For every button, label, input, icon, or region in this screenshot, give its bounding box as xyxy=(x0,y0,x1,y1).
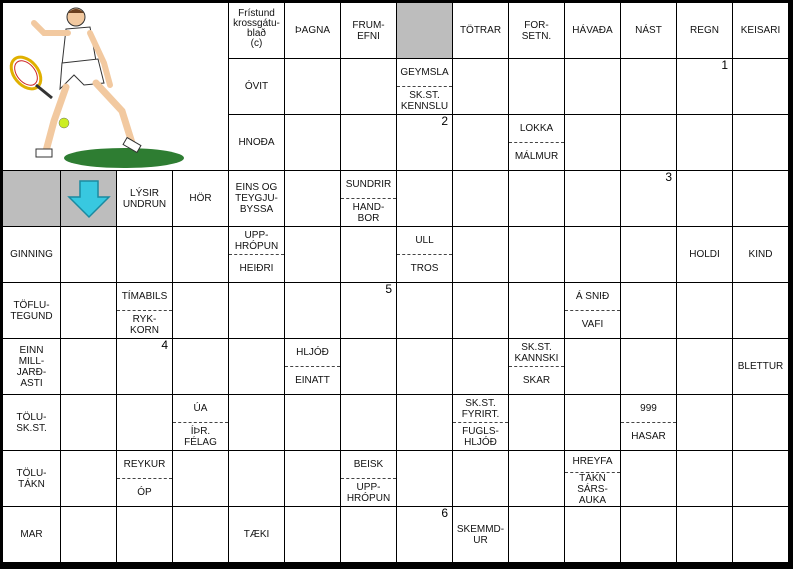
answer-cell[interactable] xyxy=(173,227,228,282)
clue-hnoda: HNOÐA xyxy=(229,115,284,170)
answer-cell[interactable] xyxy=(565,507,620,562)
answer-cell[interactable] xyxy=(677,59,732,114)
blank-block xyxy=(3,171,60,226)
answer-cell[interactable] xyxy=(397,339,452,394)
answer-cell[interactable] xyxy=(341,115,396,170)
clue-skemmdur: SKEMMD- UR xyxy=(453,507,508,562)
clue-heidri: HEIÐRI xyxy=(239,263,274,274)
answer-cell[interactable] xyxy=(397,115,452,170)
clue-vafi: VAFI xyxy=(581,319,604,330)
cell-number: 5 xyxy=(385,283,392,296)
answer-cell[interactable] xyxy=(565,339,620,394)
answer-cell[interactable] xyxy=(117,339,172,394)
answer-cell[interactable] xyxy=(117,395,172,450)
puzzle-title: Frístund krossgátu- blað (c) xyxy=(229,3,284,58)
answer-cell[interactable] xyxy=(733,171,788,226)
answer-cell[interactable] xyxy=(229,451,284,506)
answer-cell[interactable] xyxy=(285,507,340,562)
answer-cell[interactable] xyxy=(621,115,676,170)
answer-cell[interactable] xyxy=(173,451,228,506)
clue-blettur: BLETTUR xyxy=(733,339,788,394)
answer-cell[interactable] xyxy=(453,227,508,282)
answer-cell[interactable] xyxy=(61,451,116,506)
clue-reykur: REYKUR xyxy=(117,451,172,479)
clue-regn: REGN xyxy=(677,3,732,58)
clue-ovit: ÓVIT xyxy=(229,59,284,114)
clue-rykkorn: RYK- KORN xyxy=(130,313,159,336)
answer-cell[interactable] xyxy=(453,283,508,338)
clue-hreyfa: HREYFA xyxy=(565,451,620,473)
clue-geymsla: GEYMSLA xyxy=(397,59,452,87)
clue-fyrirt-fuglshljod xyxy=(453,395,508,450)
answer-cell[interactable] xyxy=(453,59,508,114)
clue-tros: TROS xyxy=(410,263,439,274)
clue-frumefni: FRUM- EFNI xyxy=(341,3,396,58)
clue-hljod-einatt xyxy=(285,339,340,394)
crossword-grid xyxy=(3,3,788,562)
clue-keisari: KEISARI xyxy=(733,3,788,58)
clue-mar: MAR xyxy=(3,507,60,562)
answer-cell[interactable] xyxy=(229,339,284,394)
answer-cell[interactable] xyxy=(61,339,116,394)
clue-ua: ÚA xyxy=(173,395,228,423)
answer-cell[interactable] xyxy=(341,507,396,562)
answer-cell[interactable] xyxy=(621,227,676,282)
clue-takn-sarsauka: TÁKN SÁRS- AUKA xyxy=(577,473,608,506)
clue-totrar: TÖTRAR xyxy=(453,3,508,58)
answer-cell[interactable] xyxy=(285,395,340,450)
answer-cell[interactable] xyxy=(173,283,228,338)
answer-cell[interactable] xyxy=(621,59,676,114)
tennis-player-icon xyxy=(4,3,227,170)
answer-cell[interactable] xyxy=(733,59,788,114)
answer-cell[interactable] xyxy=(621,451,676,506)
clue-lokka: LOKKA xyxy=(509,115,564,143)
cell-number: 3 xyxy=(665,171,672,184)
answer-cell[interactable] xyxy=(565,171,620,226)
answer-cell[interactable] xyxy=(117,227,172,282)
answer-cell[interactable] xyxy=(341,339,396,394)
answer-cell[interactable] xyxy=(61,283,116,338)
clue-tolu-skst: TÖLU- SK.ST. xyxy=(3,395,60,450)
answer-cell[interactable] xyxy=(565,395,620,450)
answer-cell[interactable] xyxy=(677,115,732,170)
answer-cell[interactable] xyxy=(229,395,284,450)
clue-sundrir: SUNDRIR xyxy=(341,171,396,199)
answer-cell[interactable] xyxy=(341,227,396,282)
clue-op: ÓP xyxy=(137,487,152,498)
answer-cell[interactable] xyxy=(285,171,340,226)
cell-number: 1 xyxy=(721,59,728,72)
blank-block xyxy=(397,3,452,58)
clue-handbor: HAND- BOR xyxy=(352,201,385,224)
clue-ginning: GINNING xyxy=(3,227,60,282)
clue-malmur: MÁLMUR xyxy=(514,151,559,162)
cell-number: 2 xyxy=(441,115,448,128)
cell-number: 4 xyxy=(161,339,168,352)
answer-cell[interactable] xyxy=(173,339,228,394)
clue-fuglshljod: FUGLS- HLJÓÐ xyxy=(462,425,499,448)
clue-skst-fyrirt: SK.ST. FYRIRT. xyxy=(453,395,508,423)
clue-einatt: EINATT xyxy=(295,375,330,386)
answer-cell[interactable] xyxy=(621,339,676,394)
answer-cell[interactable] xyxy=(509,283,564,338)
answer-cell[interactable] xyxy=(453,171,508,226)
clue-sundrir-handbor xyxy=(341,171,396,226)
answer-cell[interactable] xyxy=(61,395,116,450)
clue-einn-milljardasti: EINN MILL- JARÐ- ASTI xyxy=(3,339,60,394)
answer-cell[interactable] xyxy=(565,115,620,170)
answer-cell[interactable] xyxy=(397,283,452,338)
clue-taeki: TÆKI xyxy=(229,507,284,562)
answer-cell[interactable] xyxy=(229,283,284,338)
clue-kannski-skar xyxy=(509,339,564,394)
answer-cell[interactable] xyxy=(565,227,620,282)
clue-kind: KIND xyxy=(733,227,788,282)
clue-a-snid-vafi xyxy=(565,283,620,338)
clue-geymsla-kennslu xyxy=(397,59,452,114)
answer-cell[interactable] xyxy=(733,115,788,170)
clue-eins-og: EINS OG TEYGJU- BYSSA xyxy=(229,171,284,226)
clue-hasar: HASAR xyxy=(631,431,666,442)
answer-cell[interactable] xyxy=(397,451,452,506)
answer-cell[interactable] xyxy=(509,507,564,562)
clue-upphropun: UPP- HRÓPUN xyxy=(229,227,284,255)
answer-cell[interactable] xyxy=(677,339,732,394)
clue-ua-ithr-felag xyxy=(173,395,228,450)
answer-cell[interactable] xyxy=(173,507,228,562)
clue-havada: HÁVAÐA xyxy=(565,3,620,58)
answer-cell[interactable] xyxy=(453,451,508,506)
clue-tolutakn: TÖLU- TÁKN xyxy=(3,451,60,506)
answer-cell[interactable] xyxy=(341,395,396,450)
answer-cell[interactable] xyxy=(733,283,788,338)
clue-reykur-op xyxy=(117,451,172,506)
clue-upphropun-heidri xyxy=(229,227,284,282)
answer-cell[interactable] xyxy=(453,115,508,170)
clue-ithr-felag: ÍÞR. FÉLAG xyxy=(184,425,217,448)
answer-cell[interactable] xyxy=(565,59,620,114)
answer-cell[interactable] xyxy=(677,171,732,226)
clue-skst-kannski: SK.ST. KANNSKI xyxy=(509,339,564,367)
answer-cell[interactable] xyxy=(621,171,676,226)
answer-cell[interactable] xyxy=(285,227,340,282)
answer-cell[interactable] xyxy=(677,283,732,338)
clue-lokka-malmur xyxy=(509,115,564,170)
answer-cell[interactable] xyxy=(285,115,340,170)
answer-cell[interactable] xyxy=(621,507,676,562)
answer-cell[interactable] xyxy=(733,395,788,450)
clue-ull-tros xyxy=(397,227,452,282)
clue-holdi: HOLDI xyxy=(677,227,732,282)
clue-ull: ULL xyxy=(397,227,452,255)
clue-beisk: BEISK xyxy=(341,451,396,479)
clue-upphropun: UPP- HRÓPUN xyxy=(346,481,391,504)
clue-skar: SKAR xyxy=(522,375,551,386)
answer-cell[interactable] xyxy=(509,227,564,282)
clue-forsetn: FOR- SETN. xyxy=(509,3,564,58)
answer-cell[interactable] xyxy=(341,283,396,338)
tennis-player-image xyxy=(3,3,228,170)
clue-skst-kennslu: SK.ST. KENNSLU xyxy=(400,89,449,112)
clue-toflutegund: TÖFLU- TEGUND xyxy=(3,283,60,338)
clue-nast: NÁST xyxy=(621,3,676,58)
clue-timabils: TÍMABILS xyxy=(117,283,172,311)
answer-cell[interactable] xyxy=(677,395,732,450)
answer-cell[interactable] xyxy=(397,171,452,226)
clue-hor: HÖR xyxy=(173,171,228,226)
answer-cell[interactable] xyxy=(509,171,564,226)
clue-timabils-rykkorn xyxy=(117,283,172,338)
clue-999: 999 xyxy=(621,395,676,423)
answer-cell[interactable] xyxy=(61,227,116,282)
answer-cell[interactable] xyxy=(285,451,340,506)
answer-cell[interactable] xyxy=(453,339,508,394)
answer-cell[interactable] xyxy=(285,59,340,114)
answer-cell[interactable] xyxy=(509,59,564,114)
clue-a-snid: Á SNIÐ xyxy=(565,283,620,311)
clue-thagna: ÞAGNA xyxy=(285,3,340,58)
answer-cell[interactable] xyxy=(509,451,564,506)
answer-cell[interactable] xyxy=(509,395,564,450)
clue-lysir-undrun: LÝSIR UNDRUN xyxy=(117,171,172,226)
cell-number: 6 xyxy=(441,507,448,520)
clue-hljod: HLJÓÐ xyxy=(285,339,340,367)
answer-cell[interactable] xyxy=(397,507,452,562)
arrow-down-icon xyxy=(61,171,116,226)
answer-cell[interactable] xyxy=(621,283,676,338)
answer-cell[interactable] xyxy=(733,507,788,562)
answer-cell[interactable] xyxy=(677,507,732,562)
answer-cell[interactable] xyxy=(341,59,396,114)
answer-cell[interactable] xyxy=(285,283,340,338)
answer-cell[interactable] xyxy=(733,451,788,506)
answer-cell[interactable] xyxy=(117,507,172,562)
answer-cell[interactable] xyxy=(397,395,452,450)
answer-cell[interactable] xyxy=(61,507,116,562)
answer-cell[interactable] xyxy=(677,451,732,506)
clue-beisk-upphropun xyxy=(341,451,396,506)
clue-999-hasar xyxy=(621,395,676,450)
clue-hreyfa-takn xyxy=(565,451,620,506)
